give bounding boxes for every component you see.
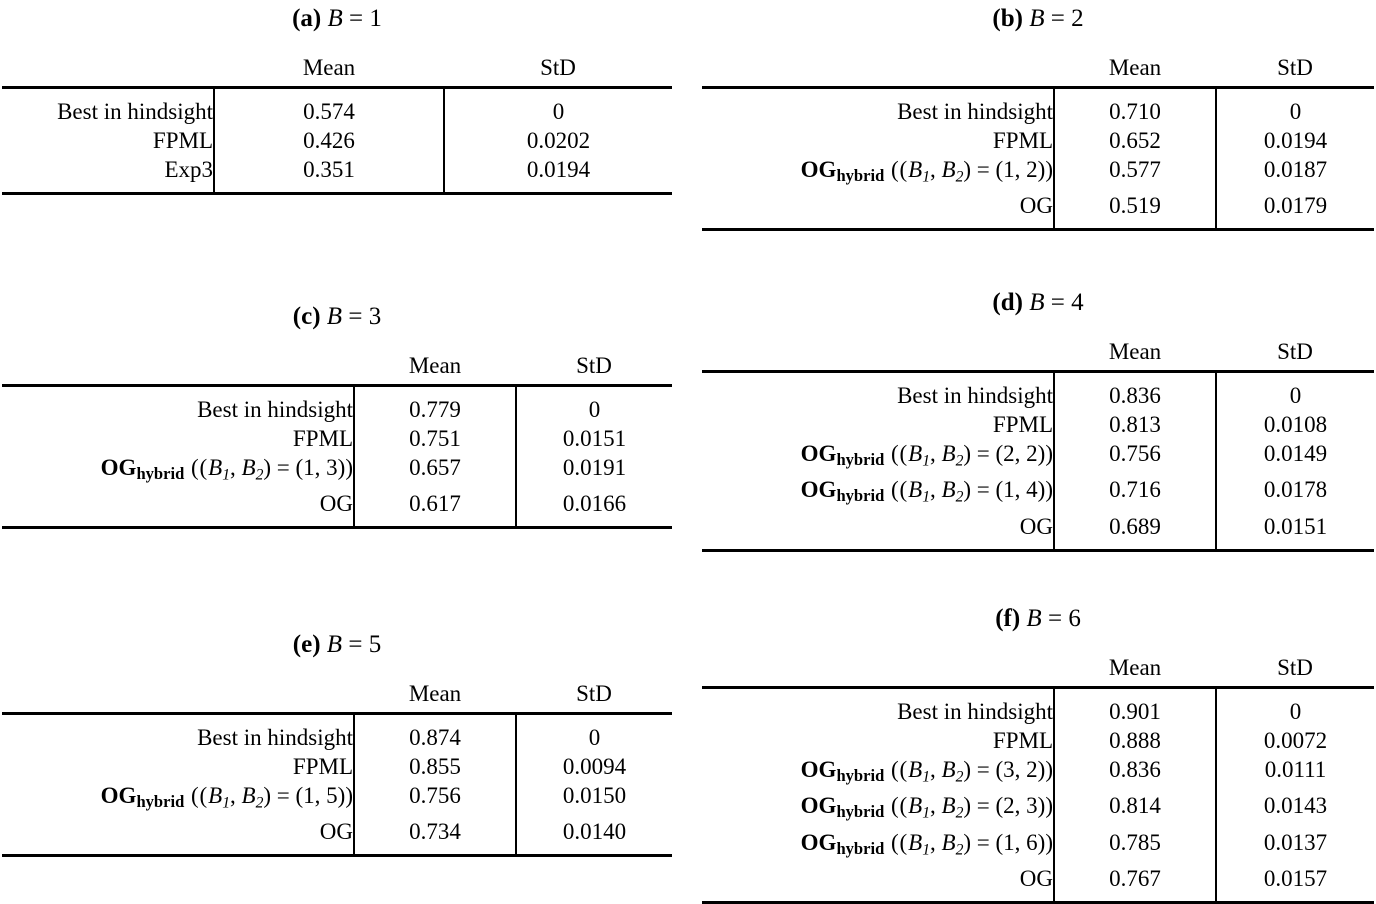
- row-std: 0.0150: [516, 781, 672, 817]
- caption-variable-a: B: [327, 5, 343, 32]
- row-std: 0: [1216, 697, 1374, 726]
- subtable-panel-d: [702, 290, 1374, 552]
- og-hybrid-label: OGhybrid ((B1, B2) = (1, 3)): [100, 455, 353, 484]
- table-row: [2, 781, 672, 817]
- table-row: [2, 155, 672, 184]
- table-row: [702, 828, 1374, 864]
- row-label: FPML: [152, 128, 213, 153]
- caption-b: [702, 6, 1374, 31]
- table-row: [702, 439, 1374, 475]
- og-hybrid-label: OGhybrid ((B1, B2) = (1, 5)): [100, 783, 353, 812]
- table-row: [702, 97, 1374, 126]
- caption-tag-d: (d): [992, 289, 1023, 316]
- subtable-panel-f: [702, 606, 1374, 904]
- table-bottom-rule: [702, 550, 1374, 552]
- og-hybrid-label: OGhybrid ((B1, B2) = (2, 3)): [800, 793, 1053, 822]
- row-mean: 0.652: [1054, 126, 1216, 155]
- row-label: [2, 781, 354, 817]
- row-mean: 0.617: [354, 489, 516, 518]
- caption-variable-d: B: [1029, 289, 1045, 316]
- header-corner: [702, 653, 1054, 686]
- caption-equals-e: =: [348, 631, 363, 658]
- caption-value-e: 5: [368, 631, 382, 658]
- header-corner: [702, 337, 1054, 370]
- table-bottom-rule: [702, 230, 1374, 232]
- table-bottom-rule: [2, 194, 672, 196]
- caption-value-a: 1: [369, 5, 382, 32]
- bottom-spacer: [702, 541, 1374, 551]
- header-mean: Mean: [408, 353, 462, 378]
- bottom-spacer: [702, 220, 1374, 230]
- row-std: 0.0179: [1216, 191, 1374, 220]
- row-mean: 0.689: [1054, 512, 1216, 541]
- header-std: StD: [1277, 55, 1313, 80]
- header-row: [702, 337, 1374, 370]
- table-row: [702, 755, 1374, 791]
- subtable-panel-a: [2, 6, 672, 195]
- row-std: 0: [516, 395, 672, 424]
- caption-tag-a: (a): [292, 5, 322, 32]
- header-mean: Mean: [1108, 55, 1162, 80]
- row-label: Best in hindsight: [897, 699, 1053, 724]
- og-hybrid-label: OGhybrid ((B1, B2) = (1, 4)): [800, 477, 1053, 506]
- bottom-spacer: [2, 846, 672, 856]
- table-row: [702, 155, 1374, 191]
- row-mean: 0.751: [354, 424, 516, 453]
- row-label: OG: [319, 819, 353, 845]
- header-row: [2, 351, 672, 384]
- results-table-b: [702, 53, 1374, 231]
- og-hybrid-label: OGhybrid ((B1, B2) = (3, 2)): [800, 757, 1053, 786]
- row-mean: 0.779: [354, 395, 516, 424]
- row-std: 0.0151: [1216, 512, 1374, 541]
- caption-tag-c: (c): [292, 303, 321, 330]
- header-corner: [702, 53, 1054, 86]
- table-row: [2, 424, 672, 453]
- header-corner: [2, 679, 354, 712]
- caption-tag-e: (e): [292, 631, 321, 658]
- row-mean: 0.574: [214, 97, 444, 126]
- table-row: [702, 697, 1374, 726]
- row-std: 0.0108: [1216, 410, 1374, 439]
- row-label: Best in hindsight: [897, 99, 1053, 124]
- top-spacer: [702, 688, 1374, 698]
- row-std: 0.0151: [516, 424, 672, 453]
- row-label: [702, 755, 1054, 791]
- caption-variable-f: B: [1026, 605, 1042, 632]
- row-std: 0.0149: [1216, 439, 1374, 475]
- og-hybrid-label: OGhybrid ((B1, B2) = (1, 6)): [800, 829, 1053, 859]
- caption-equals-b: =: [1050, 5, 1065, 32]
- header-std: StD: [1277, 655, 1313, 680]
- top-spacer: [702, 372, 1374, 382]
- caption-value-d: 4: [1071, 289, 1084, 316]
- row-std: 0: [1216, 97, 1374, 126]
- header-std: StD: [576, 353, 612, 378]
- top-spacer: [702, 88, 1374, 98]
- row-mean: 0.855: [354, 752, 516, 781]
- row-std: 0.0140: [516, 817, 672, 846]
- row-label: FPML: [992, 412, 1053, 437]
- table-row: [2, 817, 672, 846]
- table-row: [2, 97, 672, 126]
- table-row: [2, 752, 672, 781]
- table-row: [702, 126, 1374, 155]
- row-label: Best in hindsight: [897, 383, 1053, 408]
- row-mean: 0.756: [354, 781, 516, 817]
- table-row: [2, 126, 672, 155]
- table-row: [2, 453, 672, 489]
- caption-value-c: 3: [368, 303, 382, 330]
- table-bottom-rule: [2, 528, 672, 530]
- caption-d: [702, 290, 1374, 315]
- bottom-spacer: [702, 893, 1374, 903]
- row-label: [702, 791, 1054, 827]
- og-hybrid-label: OGhybrid ((B1, B2) = (2, 2)): [800, 441, 1053, 470]
- row-label: FPML: [292, 426, 353, 451]
- row-label: FPML: [992, 728, 1053, 753]
- row-label: Best in hindsight: [197, 397, 353, 422]
- row-label: Exp3: [164, 157, 213, 182]
- caption-equals-f: =: [1047, 605, 1063, 632]
- row-label: [702, 828, 1054, 864]
- table-row: [702, 381, 1374, 410]
- row-label: [702, 475, 1054, 511]
- caption-variable-c: B: [326, 303, 343, 330]
- caption-f: [702, 606, 1374, 631]
- results-table-a: [2, 53, 672, 195]
- top-spacer: [2, 386, 672, 396]
- caption-tag-f: (f): [995, 605, 1021, 632]
- row-std: 0: [1216, 381, 1374, 410]
- table-row: [702, 512, 1374, 541]
- table-row: [702, 791, 1374, 827]
- row-mean: 0.716: [1054, 475, 1216, 511]
- results-table-e: [2, 679, 672, 857]
- row-label: Best in hindsight: [197, 725, 353, 750]
- row-std: 0.0137: [1216, 828, 1374, 864]
- row-mean: 0.785: [1054, 828, 1216, 864]
- caption-value-b: 2: [1071, 5, 1084, 32]
- subtable-panel-c: [2, 304, 672, 529]
- row-std: 0.0187: [1216, 155, 1374, 191]
- row-mean: 0.657: [354, 453, 516, 489]
- row-mean: 0.710: [1054, 97, 1216, 126]
- row-std: 0.0194: [1216, 126, 1374, 155]
- row-std: 0.0194: [444, 155, 672, 184]
- row-std: 0.0072: [1216, 726, 1374, 755]
- table-row: [702, 475, 1374, 511]
- row-std: 0: [516, 723, 672, 752]
- header-corner: [2, 53, 214, 86]
- subtable-panel-b: [702, 6, 1374, 231]
- table-row: [702, 191, 1374, 220]
- caption-equals-d: =: [1050, 289, 1065, 316]
- row-mean: 0.836: [1054, 381, 1216, 410]
- header-row: [702, 653, 1374, 686]
- row-mean: 0.577: [1054, 155, 1216, 191]
- table-row: [2, 723, 672, 752]
- row-label: OG: [1019, 193, 1053, 219]
- header-row: [2, 53, 672, 86]
- caption-equals-a: =: [349, 5, 364, 32]
- top-spacer: [2, 88, 672, 98]
- row-label: [702, 155, 1054, 191]
- row-label: OG: [319, 491, 353, 517]
- header-mean: Mean: [1108, 655, 1162, 680]
- header-row: [702, 53, 1374, 86]
- row-mean: 0.814: [1054, 791, 1216, 827]
- row-mean: 0.519: [1054, 191, 1216, 220]
- row-std: 0.0143: [1216, 791, 1374, 827]
- table-row: [2, 489, 672, 518]
- row-mean: 0.901: [1054, 697, 1216, 726]
- subtable-panel-e: [2, 632, 672, 857]
- row-label: FPML: [992, 128, 1053, 153]
- header-std: StD: [576, 681, 612, 706]
- table-row: [702, 410, 1374, 439]
- results-table-f: [702, 653, 1374, 904]
- row-std: 0.0157: [1216, 864, 1374, 893]
- row-mean: 0.888: [1054, 726, 1216, 755]
- header-mean: Mean: [408, 681, 462, 706]
- caption-c: [2, 304, 672, 329]
- row-mean: 0.767: [1054, 864, 1216, 893]
- row-label: [2, 453, 354, 489]
- row-mean: 0.426: [214, 126, 444, 155]
- header-std: StD: [1277, 339, 1313, 364]
- top-spacer: [2, 714, 672, 724]
- row-std: 0.0178: [1216, 475, 1374, 511]
- row-std: 0.0166: [516, 489, 672, 518]
- header-std: StD: [540, 55, 576, 80]
- caption-a: [2, 6, 672, 31]
- row-mean: 0.734: [354, 817, 516, 846]
- row-label: FPML: [292, 754, 353, 779]
- row-std: 0.0094: [516, 752, 672, 781]
- caption-e: [2, 632, 672, 657]
- row-std: 0: [444, 97, 672, 126]
- row-mean: 0.351: [214, 155, 444, 184]
- caption-variable-e: B: [326, 631, 343, 658]
- caption-variable-b: B: [1029, 5, 1045, 32]
- caption-tag-b: (b): [992, 5, 1023, 32]
- header-row: [2, 679, 672, 712]
- header-mean: Mean: [302, 55, 356, 80]
- bottom-spacer: [2, 184, 672, 194]
- table-bottom-rule: [2, 856, 672, 858]
- caption-value-f: 6: [1068, 605, 1081, 632]
- og-hybrid-label: OGhybrid ((B1, B2) = (1, 2)): [800, 157, 1053, 186]
- row-std: 0.0202: [444, 126, 672, 155]
- table-row: [702, 864, 1374, 893]
- row-mean: 0.836: [1054, 755, 1216, 791]
- bottom-spacer: [2, 518, 672, 528]
- header-corner: [2, 351, 354, 384]
- table-row: [2, 395, 672, 424]
- table-row: [702, 726, 1374, 755]
- row-std: 0.0111: [1216, 755, 1374, 791]
- caption-equals-c: =: [348, 303, 363, 330]
- row-label: OG: [1019, 866, 1053, 892]
- header-mean: Mean: [1108, 339, 1162, 364]
- row-label: Best in hindsight: [57, 99, 213, 124]
- row-label: OG: [1019, 513, 1053, 539]
- row-std: 0.0191: [516, 453, 672, 489]
- row-label: [702, 439, 1054, 475]
- results-table-c: [2, 351, 672, 529]
- row-mean: 0.756: [1054, 439, 1216, 475]
- row-mean: 0.813: [1054, 410, 1216, 439]
- row-mean: 0.874: [354, 723, 516, 752]
- results-table-d: [702, 337, 1374, 552]
